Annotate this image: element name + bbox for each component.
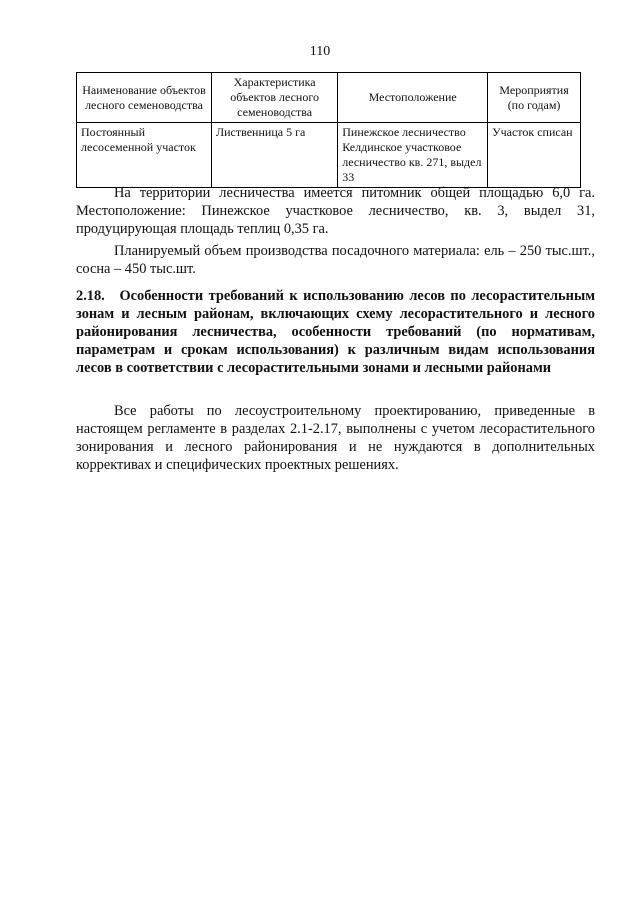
section-number: 2.18. — [76, 288, 105, 304]
section-body: Все работы по лесоустроительному проектированию, приведенные в настоящем регламенте в разделах 2.1-2.17, выполнены с учетом лесорастительного зонирования и лесного районирования и не нуждаются в дополнительных коррективах и специфических проектных решениях. — [76, 403, 595, 473]
cell-characteristic: Лиственница 5 га — [212, 123, 338, 188]
page-number: 110 — [309, 44, 331, 59]
header-location: Местоположение — [338, 73, 488, 123]
header-object-name: Наименование объектов лесного семеноводства — [77, 73, 212, 123]
cell-object-name: Постоянный лесосеменной участок — [77, 123, 212, 188]
cell-location: Пинежское лесничество Келдинское участковое лесничество кв. 271, выдел 33 — [338, 123, 488, 188]
nursery-text-block — [76, 184, 595, 278]
section-body-block — [76, 402, 595, 474]
section-heading — [76, 287, 595, 377]
cell-measures: Участок списан — [488, 123, 581, 188]
header-characteristic: Характеристика объектов лесного семеноводства — [212, 73, 338, 123]
table-header-row — [77, 73, 581, 123]
section-title: Особенности требований к использованию лесов по лесорастительным зонам и лесным районам, включающих схему лесорастительного и лесного районирования лесничества, особенности требований (по нормативам, параметрам и срокам использования) к различным видам использования лесов в соответствии с лесорастительными зонами и лесными районами — [76, 288, 595, 376]
paragraph-nursery: На территории лесничества имеется питомник общей площадью 6,0 га. Местоположение: Пинежское участковое лесничество, кв. 3, выдел 31, продуцирующая площадь теплиц 0,35 га. — [76, 185, 595, 237]
header-measures: Мероприятия (по годам) — [488, 73, 581, 123]
table-row — [77, 123, 581, 188]
paragraph-planned: Планируемый объем производства посадочного материала: ель – 250 тыс.шт., сосна – 450 тыс.шт. — [76, 243, 595, 277]
seed-objects-table — [76, 72, 581, 188]
